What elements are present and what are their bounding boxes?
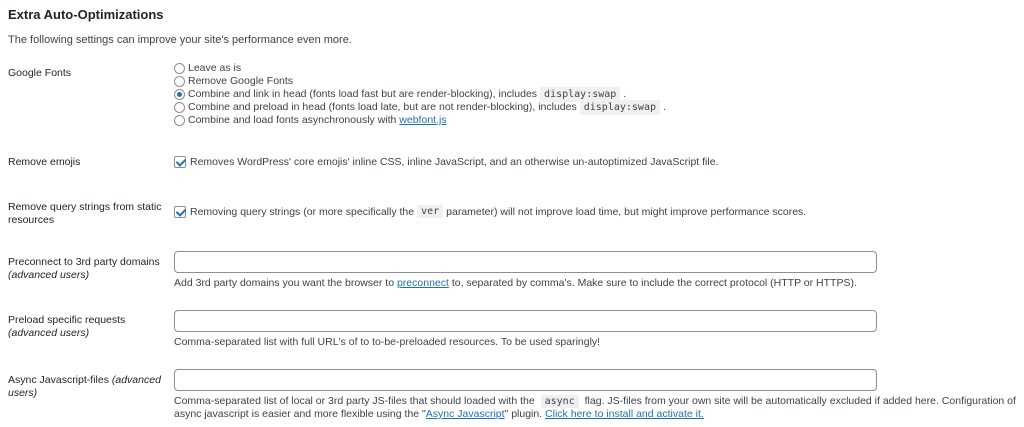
description-text: parameter) will not improve load time, but might improve performance scores. xyxy=(446,205,807,218)
preconnect-link[interactable]: preconnect xyxy=(396,277,449,289)
advanced-users-note: (advanced users) xyxy=(8,269,90,281)
help-text: Add 3rd party domains you want the browser to xyxy=(174,277,395,289)
async-javascript-plugin-link[interactable]: Async Javascript xyxy=(425,408,505,420)
code-async: async xyxy=(541,395,579,408)
preconnect-help xyxy=(174,277,1024,290)
remove-query-strings-label: Remove query strings from static resources xyxy=(8,201,162,226)
remove-emojis-label: Remove emojis xyxy=(8,156,81,168)
option-label: Remove Google Fonts xyxy=(188,75,294,87)
code-ver: ver xyxy=(417,205,443,218)
async-js-input[interactable] xyxy=(174,369,877,391)
preload-field xyxy=(174,310,1024,349)
option-label: Combine and load fonts asynchronously with xyxy=(188,114,397,126)
preload-label xyxy=(8,314,163,340)
help-text: Comma-separated list of local or 3rd party JS-files that should loaded with the xyxy=(174,395,535,407)
preconnect-field xyxy=(174,251,1024,290)
description-text: Removing query strings (or more specifically the xyxy=(190,205,415,218)
remove-emojis-description: Removes WordPress' core emojis' inline CSS, inline JavaScript, and an otherwise un-autoptimized JavaScript file. xyxy=(190,155,719,168)
code-display-swap: display:swap xyxy=(580,100,660,115)
install-activate-link[interactable]: Click here to install and activate it. xyxy=(545,408,704,420)
radio-button[interactable] xyxy=(174,63,185,74)
remove-emojis-checkbox[interactable] xyxy=(174,156,186,168)
advanced-users-note: (advanced users) xyxy=(8,327,90,339)
remove-query-strings-option[interactable] xyxy=(174,205,806,218)
help-text: " plugin. xyxy=(504,408,543,420)
async-js-help xyxy=(174,395,1024,421)
webfont-js-link[interactable]: webfont.js xyxy=(399,114,447,126)
async-js-field xyxy=(174,369,1024,421)
advanced-users-note: (advanced users) xyxy=(8,374,161,399)
preload-help: Comma-separated list with full URL's of to to-be-preloaded resources. To be used sparingly! xyxy=(174,336,601,348)
preload-label-text: Preload specific requests xyxy=(8,314,126,326)
google-fonts-radio-group xyxy=(174,62,666,127)
section-intro: The following settings can improve your site's performance even more. xyxy=(8,34,352,46)
google-fonts-option-async[interactable] xyxy=(174,114,666,127)
preconnect-input[interactable] xyxy=(174,251,877,273)
async-js-label-text: Async Javascript-files xyxy=(8,374,109,386)
option-label: Combine and preload in head (fonts load late, but are not render-blocking), includes xyxy=(188,101,577,113)
preconnect-label-text: Preconnect to 3rd party domains xyxy=(8,256,160,268)
help-text: flag. JS-files from your own site will be automatically excluded if added here. Configuration of async javascript is easier and more flexible using the " xyxy=(174,395,1016,420)
code-display-swap: display:swap xyxy=(540,87,620,102)
radio-button[interactable] xyxy=(174,115,185,126)
async-js-label xyxy=(8,374,163,400)
radio-button[interactable] xyxy=(174,76,185,87)
remove-emojis-option[interactable] xyxy=(174,155,718,168)
preload-input[interactable] xyxy=(174,310,877,332)
google-fonts-label: Google Fonts xyxy=(8,67,72,79)
google-fonts-option-leave[interactable] xyxy=(174,62,666,75)
preconnect-label xyxy=(8,256,163,282)
section-title: Extra Auto-Optimizations xyxy=(8,7,164,22)
google-fonts-option-combine-preload[interactable] xyxy=(174,101,666,114)
radio-button[interactable] xyxy=(174,102,185,113)
option-suffix: . xyxy=(663,101,666,113)
radio-button-selected[interactable] xyxy=(174,89,185,100)
option-label: Combine and link in head (fonts load fast but are render-blocking), includes xyxy=(188,88,538,100)
option-label: Leave as is xyxy=(188,62,242,74)
remove-query-strings-checkbox[interactable] xyxy=(174,206,186,218)
help-text: to, separated by comma's. Make sure to include the correct protocol (HTTP or HTTPS). xyxy=(451,277,857,289)
option-suffix: . xyxy=(623,88,627,100)
